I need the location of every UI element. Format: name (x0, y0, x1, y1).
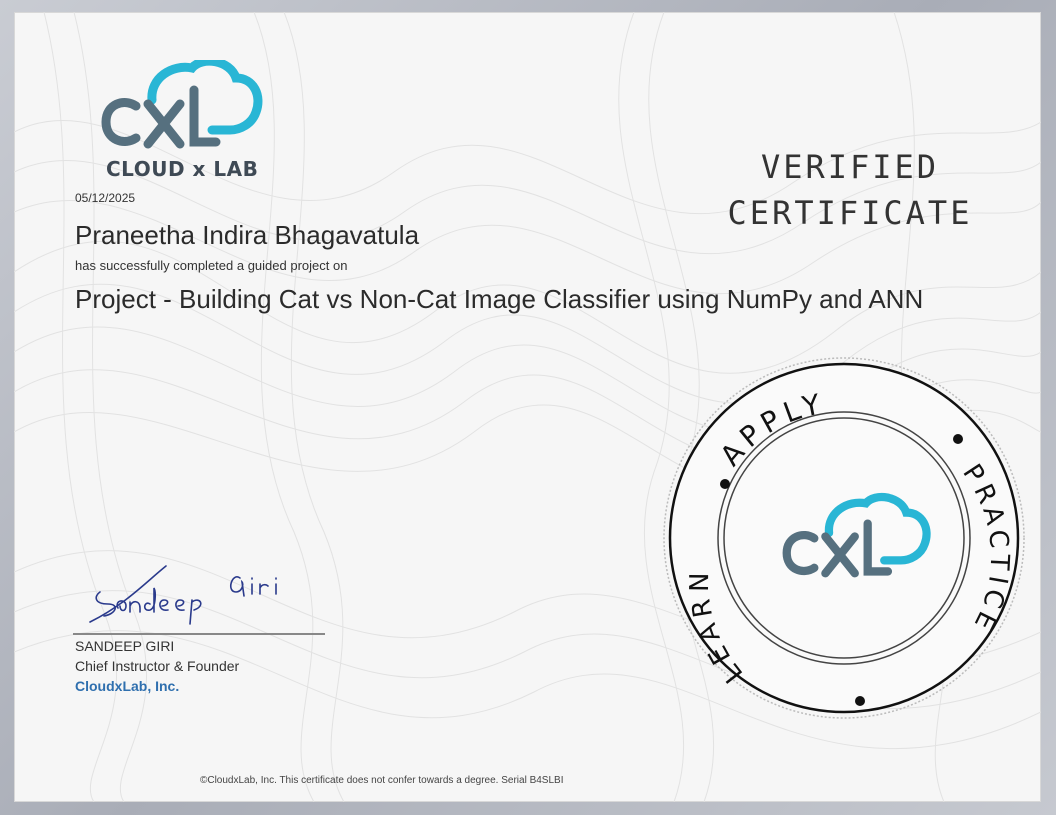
handwritten-signature (86, 552, 306, 636)
cxl-cloud-logo-icon (90, 60, 266, 160)
signer-name: SANDEEP GIRI (75, 638, 175, 654)
completion-statement: has successfully completed a guided project on (75, 258, 348, 273)
seal-word-practice: PRACTICE (956, 458, 1015, 639)
footer-disclaimer: ©CloudxLab, Inc. This certificate does not confer towards a degree. Serial B4SLBI (200, 775, 564, 786)
issue-date: 05/12/2025 (75, 191, 136, 205)
project-title: Project - Building Cat vs Non-Cat Image Classifier using NumPy and ANN (75, 284, 924, 314)
heading-line-verified: VERIFIED (760, 148, 940, 186)
seal-word-apply: APPLY (713, 386, 829, 473)
company-link[interactable]: CloudxLab, Inc. (75, 678, 180, 694)
cloudxlab-logo (90, 60, 266, 194)
seal-dot-icon (953, 434, 963, 444)
seal-dot-icon (855, 696, 865, 706)
logo-wordmark: CLOUD x LAB (106, 157, 259, 181)
recipient-name: Praneetha Indira Bhagavatula (75, 220, 420, 250)
signature-line (73, 633, 325, 635)
signer-title: Chief Instructor & Founder (75, 658, 240, 674)
heading-line-certificate: CERTIFICATE (727, 194, 973, 232)
seal-dot-icon (720, 479, 730, 489)
seal-word-learn: LEARN (684, 566, 750, 689)
apply-practice-learn-seal (662, 356, 1026, 720)
certificate-sheet (14, 12, 1041, 802)
certificate-heading (720, 144, 980, 236)
